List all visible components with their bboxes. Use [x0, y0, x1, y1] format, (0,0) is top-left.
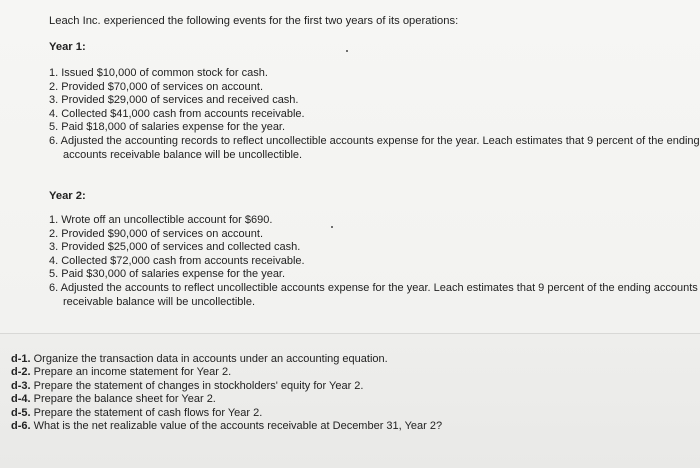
question-list: [11, 353, 442, 433]
list-item: 4. Collected $41,000 cash from accounts receivable.: [49, 107, 305, 120]
list-item: 5. Paid $18,000 of salaries expense for the year.: [49, 121, 286, 134]
question-text: Prepare the balance sheet for Year 2.: [33, 393, 216, 406]
question-item: [11, 420, 442, 433]
question-item: [11, 380, 442, 393]
stray-dot: [346, 50, 348, 52]
question-text: Prepare the statement of cash flows for Year 2.: [33, 406, 263, 419]
question-text: What is the net realizable value of the accounts receivable at December 31, Year 2?: [33, 420, 443, 433]
list-item: 2. Provided $90,000 of services on account.: [49, 227, 264, 240]
question-label: d-4.: [11, 393, 31, 406]
question-item: [11, 393, 442, 406]
year-2-events: [49, 214, 700, 309]
list-item: 1. Wrote off an uncollectible account for $690.: [49, 214, 273, 226]
question-text: Organize the transaction data in accounts under an accounting equation.: [33, 353, 388, 365]
intro-text: Leach Inc. experienced the following events for the first two years of its operations:: [49, 15, 459, 27]
list-item: 6. Adjusted the accounting records to reflect uncollectible accounts expense for the year. Leach estimates that 9 percent of the ending accounts receivable balance will be uncollectible.: [49, 134, 700, 161]
list-item: 3. Provided $25,000 of services and collected cash.: [49, 241, 301, 254]
question-item: [11, 407, 442, 420]
list-item: 3. Provided $29,000 of services and received cash.: [49, 94, 299, 107]
list-item: 2. Provided $70,000 of services on account.: [49, 80, 264, 93]
year-2-heading: Year 2:: [49, 190, 86, 202]
list-item: 4. Collected $72,000 cash from accounts receivable.: [49, 254, 305, 267]
question-label: d-6.: [11, 420, 31, 433]
question-label: d-1.: [11, 353, 31, 365]
list-item: 1. Issued $10,000 of common stock for cash.: [49, 67, 268, 79]
year-1-events: [49, 67, 700, 162]
year-1-heading: Year 1:: [49, 41, 86, 53]
question-label: d-2.: [11, 366, 31, 379]
question-item: [11, 366, 442, 379]
list-item: 5. Paid $30,000 of salaries expense for the year.: [49, 268, 286, 281]
question-text: Prepare an income statement for Year 2.: [33, 366, 232, 379]
question-label: d-3.: [11, 379, 31, 392]
list-item: 6. Adjusted the accounts to reflect uncollectible accounts expense for the year. Leach estimates that 9 percent of the ending accounts receivable balance will be uncollectible.: [49, 281, 698, 308]
question-text: Prepare the statement of changes in stockholders' equity for Year 2.: [33, 379, 364, 392]
question-item: [11, 353, 442, 366]
question-label: d-5.: [11, 406, 31, 419]
